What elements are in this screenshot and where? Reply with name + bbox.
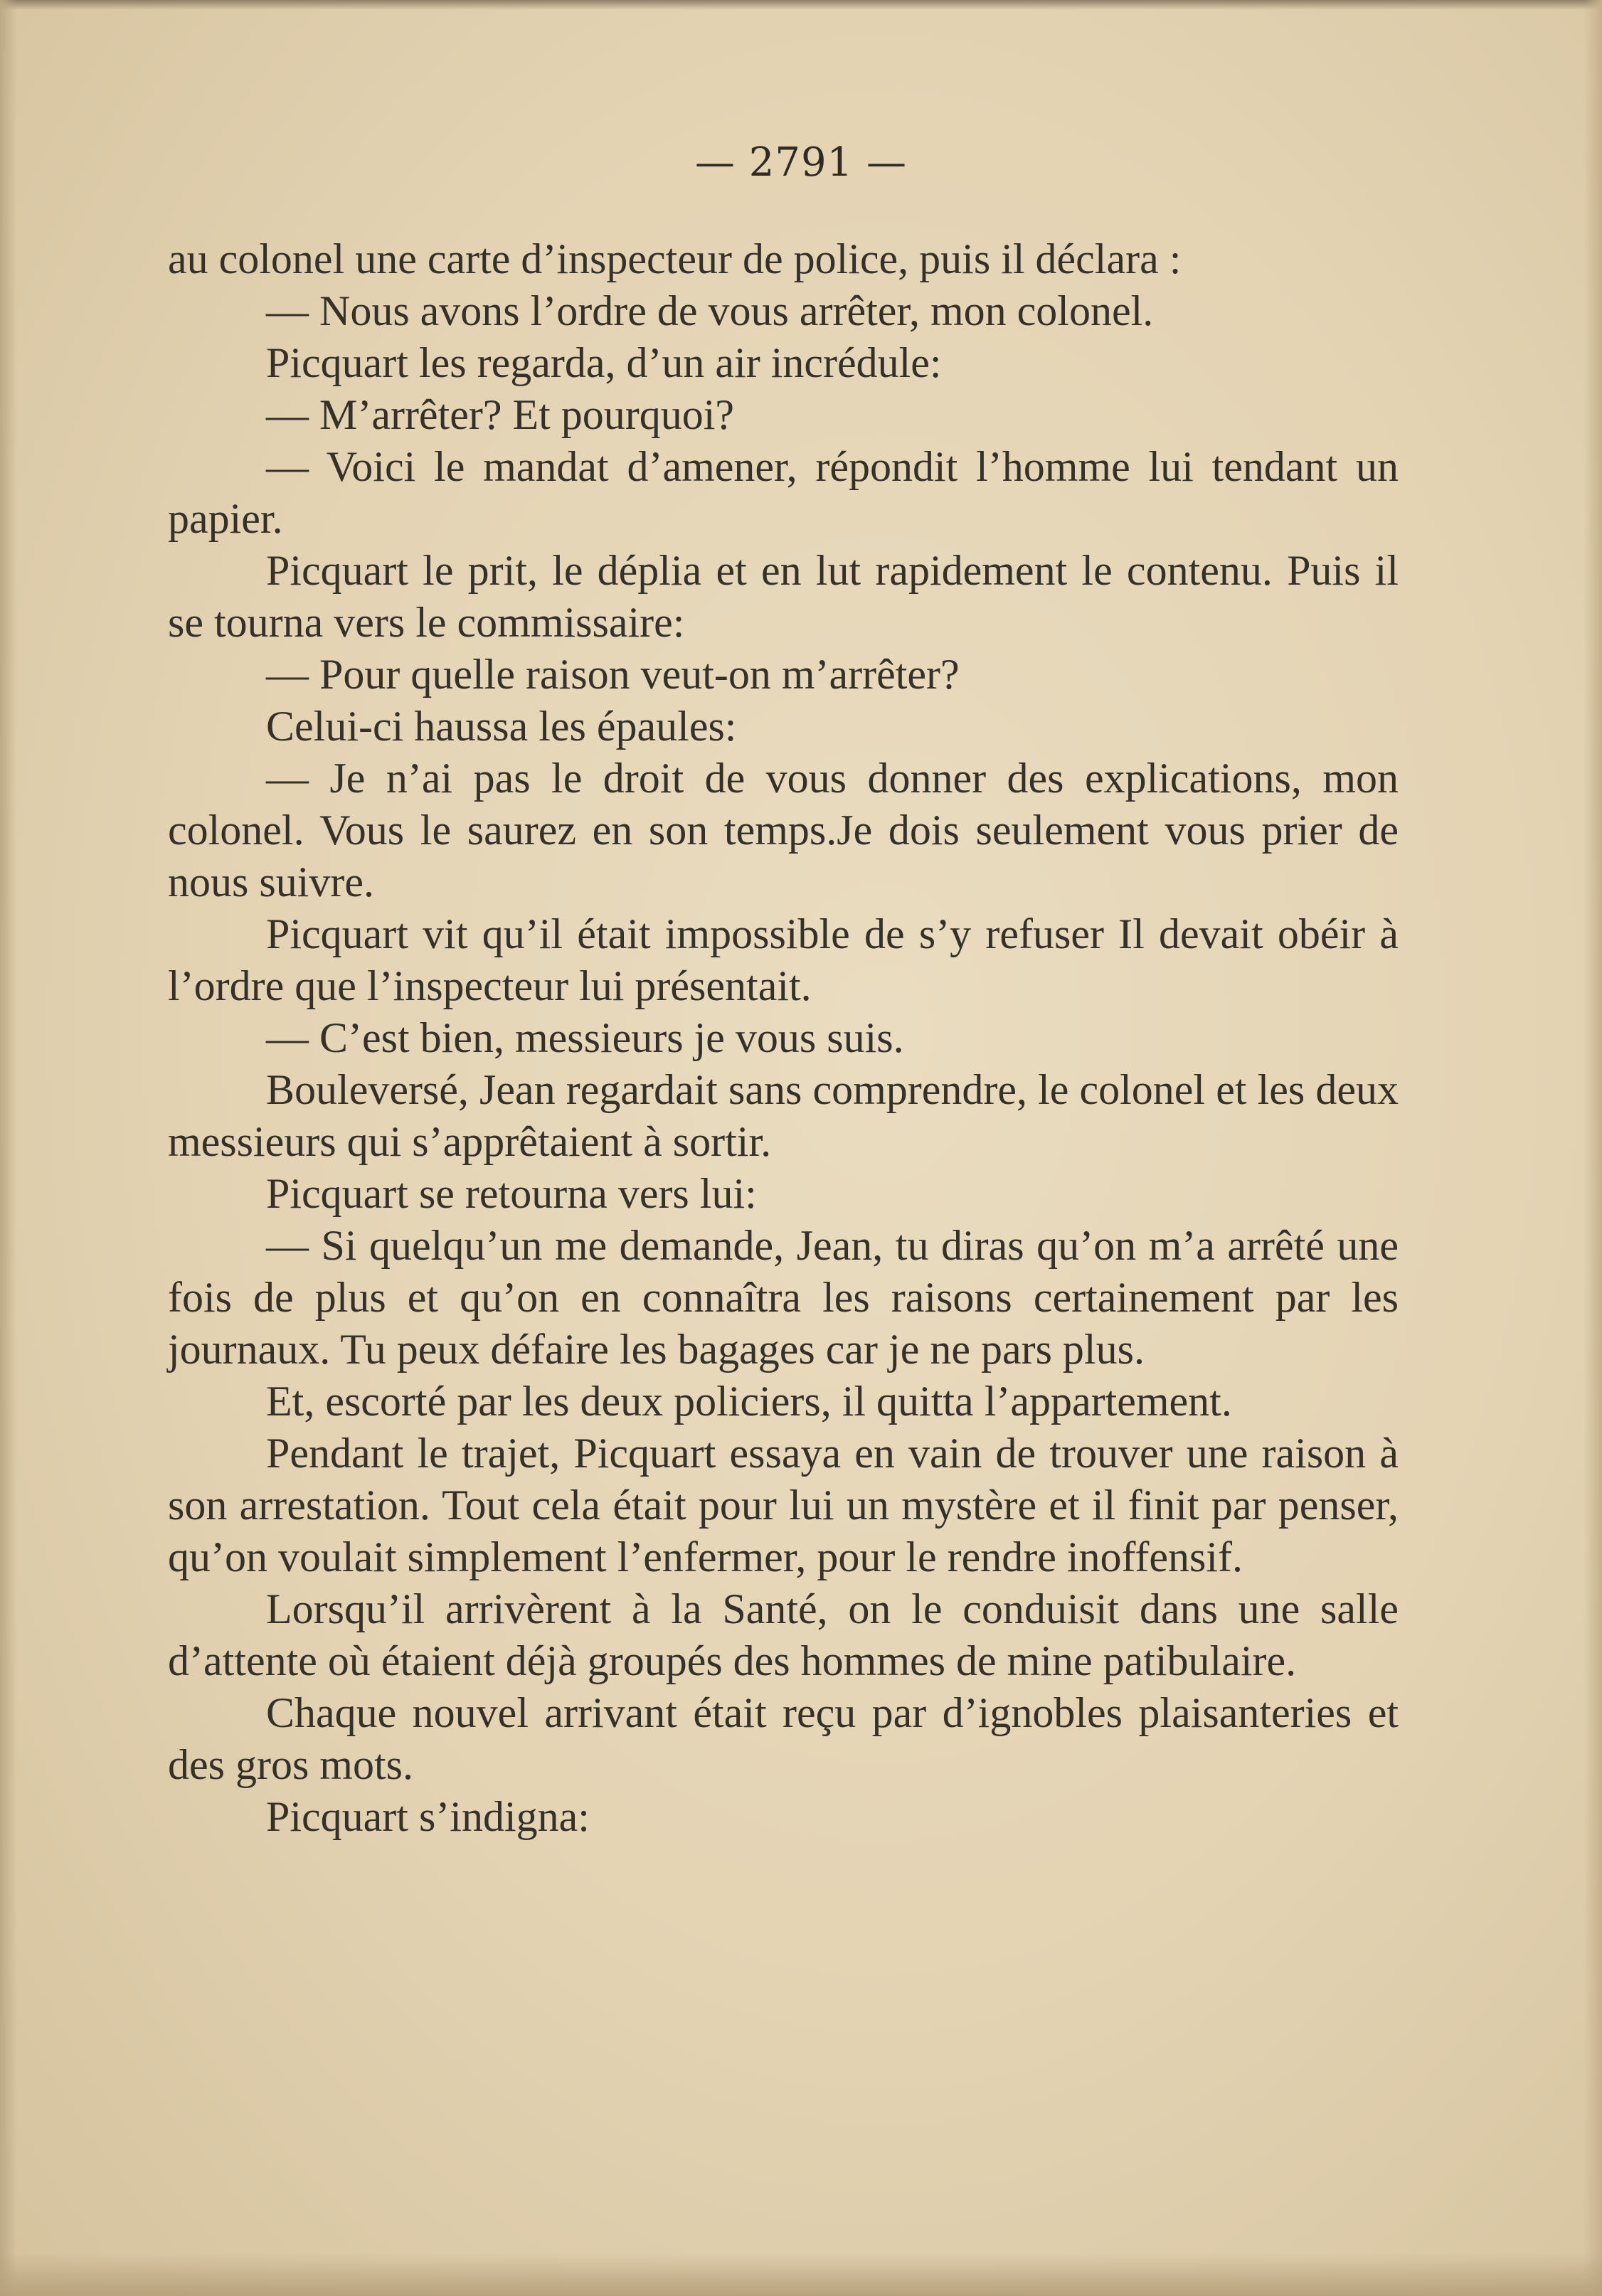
page-number: — 2791 — <box>694 139 908 186</box>
paragraph: Pendant le trajet, Picquart essaya en vain de trouver une raison à son arrestation. Tout cela était pour lui un mystère et il finit par penser, qu’on voulait simplement l’enfermer, pour le rendre inoffensif. <box>168 1430 1399 1580</box>
paragraph: Picquart se retourna vers lui: <box>266 1170 757 1217</box>
page-edge-top <box>0 0 1602 10</box>
paragraph: — M’arrêter? Et pourquoi? <box>266 391 735 438</box>
paragraph: Picquart les regarda, d’un air incrédule: <box>266 339 942 386</box>
paragraph: Lorsqu’il arrivèrent à la Santé, on le conduisit dans une salle d’attente où étaient déjà groupés des hommes de mine patibulaire. <box>168 1585 1399 1684</box>
paragraph: — Pour quelle raison veut-on m’arrêter? <box>266 651 960 698</box>
paragraph: Chaque nouvel arrivant était reçu par d’ignobles plaisanteries et des gros mots. <box>168 1689 1399 1788</box>
page-edge-left <box>0 0 17 2296</box>
paragraph: Picquart le prit, le déplia et en lut rapidement le contenu. Puis il se tourna vers le commissaire: <box>168 547 1399 646</box>
paragraph: Bouleversé, Jean regardait sans comprendre, le colonel et les deux messieurs qui s’apprêtaient à sortir. <box>168 1066 1399 1165</box>
paragraph: — Voici le mandat d’amener, répondit l’homme lui tendant un papier. <box>168 443 1399 542</box>
paragraph: Et, escorté par les deux policiers, il quitta l’appartement. <box>266 1378 1232 1425</box>
page-edge-bottom <box>0 2253 1602 2296</box>
paragraph: Picquart vit qu’il était impossible de s’y refuser Il devait obéir à l’ordre que l’inspecteur lui présentait. <box>168 910 1399 1009</box>
paragraph: — Nous avons l’ordre de vous arrêter, mon colonel. <box>266 287 1154 334</box>
page-edge-right <box>1584 0 1602 2296</box>
paragraph: — Je n’ai pas le droit de vous donner des explications, mon colonel. Vous le saurez en son temps.Je dois seulement vous prier de nous suivre. <box>168 755 1399 905</box>
paragraph: — Si quelqu’un me demande, Jean, tu diras qu’on m’a arrêté une fois de plus et qu’on en connaîtra les raisons certainement par les journaux. Tu peux défaire les bagages car je ne pars plus. <box>168 1222 1399 1373</box>
paragraph: Picquart s’indigna: <box>266 1793 590 1840</box>
paragraph: au colonel une carte d’inspecteur de police, puis il déclara : <box>168 235 1182 282</box>
paragraph: — C’est bien, messieurs je vous suis. <box>266 1014 904 1061</box>
paragraph: Celui-ci haussa les épaules: <box>266 703 737 750</box>
page-body <box>168 233 1399 1843</box>
